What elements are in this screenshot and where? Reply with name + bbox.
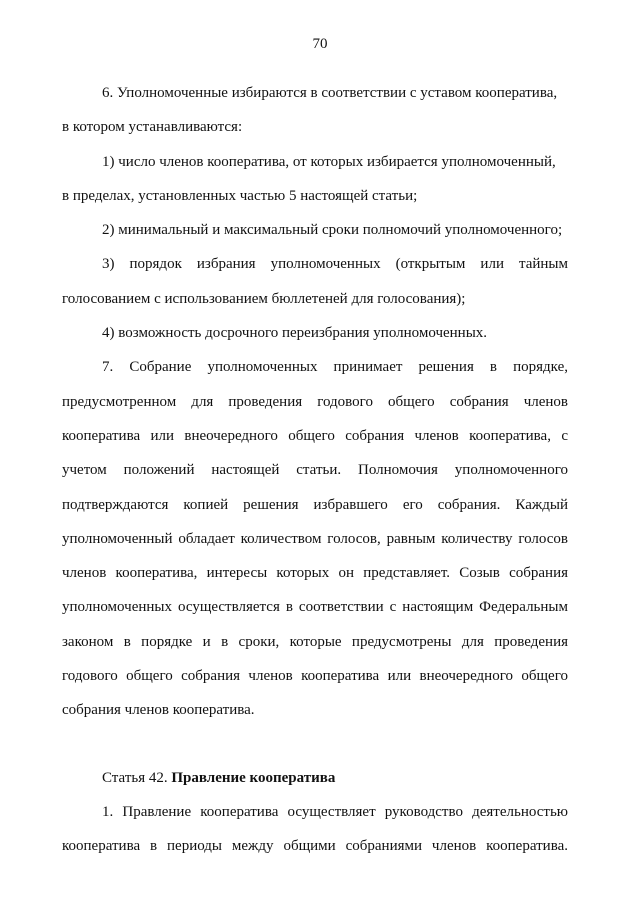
- text-line: 3) порядок избрания уполномоченных (открытым или тайным: [102, 256, 568, 273]
- text-line: предусмотренном для проведения годового общего собрания членов: [62, 393, 568, 410]
- text-line: уполномоченный обладает количеством голосов, равным количеству голосов: [62, 530, 568, 547]
- text-line: кооператива в периоды между общими собраниями членов кооператива.: [62, 838, 568, 855]
- text-line: законом в порядке и в сроки, которые предусмотрены для проведения: [62, 633, 568, 650]
- text-line: 4) возможность досрочного переизбрания уполномоченных.: [102, 325, 488, 342]
- text-line: 1. Правление кооператива осуществляет руководство деятельностью: [102, 803, 568, 820]
- text-line: в пределах, установленных частью 5 настоящей статьи;: [62, 187, 418, 204]
- text-line: 2) минимальный и максимальный сроки полномочий уполномоченного;: [102, 222, 563, 239]
- text-line: 6. Уполномоченные избираются в соответствии с уставом кооператива,: [102, 85, 558, 101]
- text-line: подтверждаются копией решения избравшего его собрания. Каждый: [62, 496, 568, 513]
- text-line: 1) число членов кооператива, от которых избирается уполномоченный,: [102, 153, 556, 170]
- article-heading: [62, 761, 568, 795]
- text-line: 7. Собрание уполномоченных принимает решения в порядке,: [102, 359, 568, 376]
- article-title: Правление кооператива: [171, 769, 336, 786]
- text-line: годового общего собрания членов кооператива или внеочередного общего: [62, 668, 568, 685]
- text-line: учетом положений настоящей статьи. Полномочия уполномоченного: [62, 462, 568, 479]
- text-line: кооператива или внеочередного общего собрания членов кооператива, с: [62, 427, 568, 444]
- text-line: уполномоченных осуществляется в соответствии с настоящим Федеральным: [62, 599, 568, 616]
- text-line: членов кооператива, интересы которых он представляет. Созыв собрания: [62, 565, 568, 582]
- text-line: голосованием с использованием бюллетеней для голосования);: [62, 290, 466, 307]
- article-number: Статья 42.: [102, 769, 172, 786]
- text-line: в котором устанавливаются:: [62, 119, 243, 136]
- document-body: [62, 76, 568, 864]
- page-number: 70: [312, 36, 328, 52]
- text-line: собрания членов кооператива.: [62, 702, 255, 719]
